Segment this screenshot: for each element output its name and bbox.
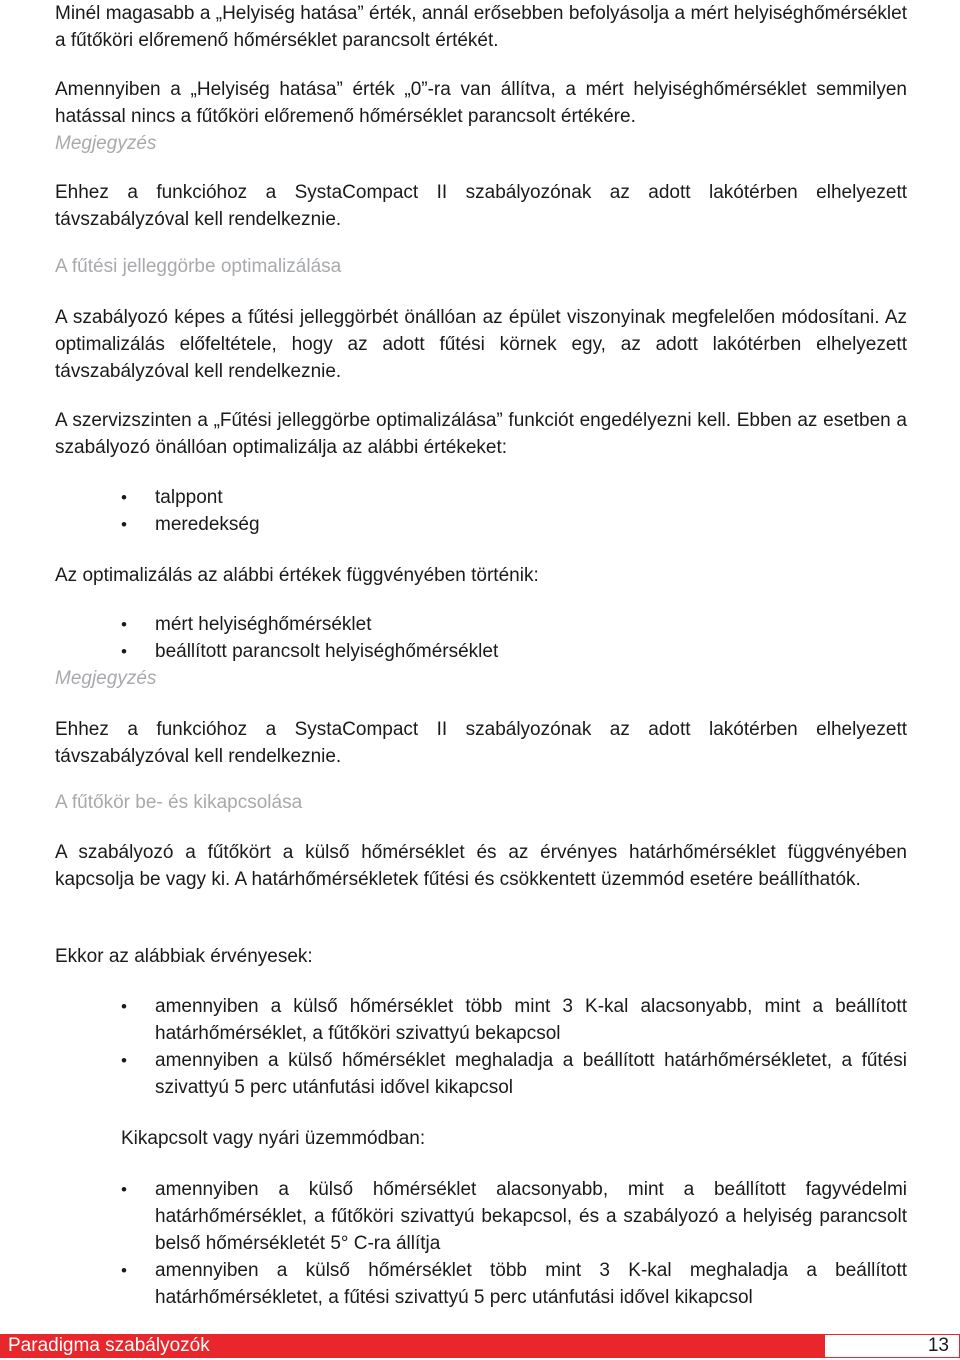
bullet-list xyxy=(55,993,907,1101)
bullet-list xyxy=(55,1176,907,1311)
list-item: • amennyiben a külső hőmérséklet több mint 3 K-kal alacsonyabb, mint a beállított határhőmérséklet, a fűtőköri szivattyú bekapcsol xyxy=(55,993,907,1047)
paragraph: Amennyiben a „Helyiség hatása” érték „0”-ra van állítva, a mért helyiséghőmérséklet semmilyen hatással nincs a fűtőköri előremenő hőmérséklet parancsolt értékére. xyxy=(55,79,907,127)
list-item: • beállított parancsolt helyiséghőmérséklet xyxy=(55,638,907,665)
page-number: 13 xyxy=(824,1334,960,1358)
section-heading: A fűtési jelleggörbe optimalizálása xyxy=(55,256,342,277)
list-item: • amennyiben a külső hőmérséklet alacsonyabb, mint a beállított fagyvédelmi határhőmérséklet, a fűtőköri szivattyú bekapcsol, és a szabályozó a helyiség parancsolt belső hőmérsékletét 5° C-ra állítja xyxy=(55,1176,907,1257)
note-text: Ehhez a funkcióhoz a SystaCompact II szabályozónak az adott lakótérben elhelyezett távszabályzóval kell rendelkeznie. xyxy=(55,719,907,767)
paragraph: Minél magasabb a „Helyiség hatása” érték, annál erősebben befolyásolja a mért helyiséghőmérséklet a fűtőköri előremenő hőmérséklet parancsolt értékét. xyxy=(55,3,907,51)
bullet-list xyxy=(55,484,907,538)
paragraph: Ekkor az alábbiak érvényesek: xyxy=(55,946,313,967)
list-item: • amennyiben a külső hőmérséklet több mint 3 K-kal meghaladja a beállított határhőmérsékletet, a fűtési szivattyú 5 perc utánfutási idővel kikapcsol xyxy=(55,1257,907,1311)
paragraph: Az optimalizálás az alábbi értékek függvényében történik: xyxy=(55,565,539,586)
note-text: Ehhez a funkcióhoz a SystaCompact II szabályozónak az adott lakótérben elhelyezett távszabályzóval kell rendelkeznie. xyxy=(55,182,907,230)
list-item: • talppont xyxy=(55,484,907,511)
paragraph: Kikapcsolt vagy nyári üzemmódban: xyxy=(121,1128,426,1149)
list-item: • amennyiben a külső hőmérséklet meghaladja a beállított határhőmérsékletet, a fűtési szivattyú 5 perc utánfutási idővel kikapcsol xyxy=(55,1047,907,1101)
list-item: • mért helyiséghőmérséklet xyxy=(55,611,907,638)
list-item: • meredekség xyxy=(55,511,907,538)
page-footer xyxy=(0,1334,960,1360)
section-heading: A fűtőkör be- és kikapcsolása xyxy=(55,792,303,813)
footer-title: Paradigma szabályozók xyxy=(0,1334,824,1358)
paragraph: A szabályozó képes a fűtési jelleggörbét önállóan az épület viszonyinak megfelelően módosítani. Az optimalizálás előfeltétele, hogy az adott fűtési körnek egy, az adott lakótérben elhelyezett távszabályzóval kell rendelkeznie. xyxy=(55,307,907,382)
note-heading: Megjegyzés xyxy=(55,668,157,689)
paragraph: A szervizszinten a „Fűtési jelleggörbe optimalizálása” funkciót engedélyezni kell. Ebben az esetben a szabályozó önállóan optimalizálja az alábbi értékeket: xyxy=(55,410,907,458)
paragraph: A szabályozó a fűtőkört a külső hőmérséklet és az érvényes határhőmérséklet függvényében kapcsolja be vagy ki. A határhőmérsékletek fűtési és csökkentett üzemmód esetére beállíthatók. xyxy=(55,842,907,890)
bullet-list xyxy=(55,611,907,665)
note-heading: Megjegyzés xyxy=(55,133,157,154)
